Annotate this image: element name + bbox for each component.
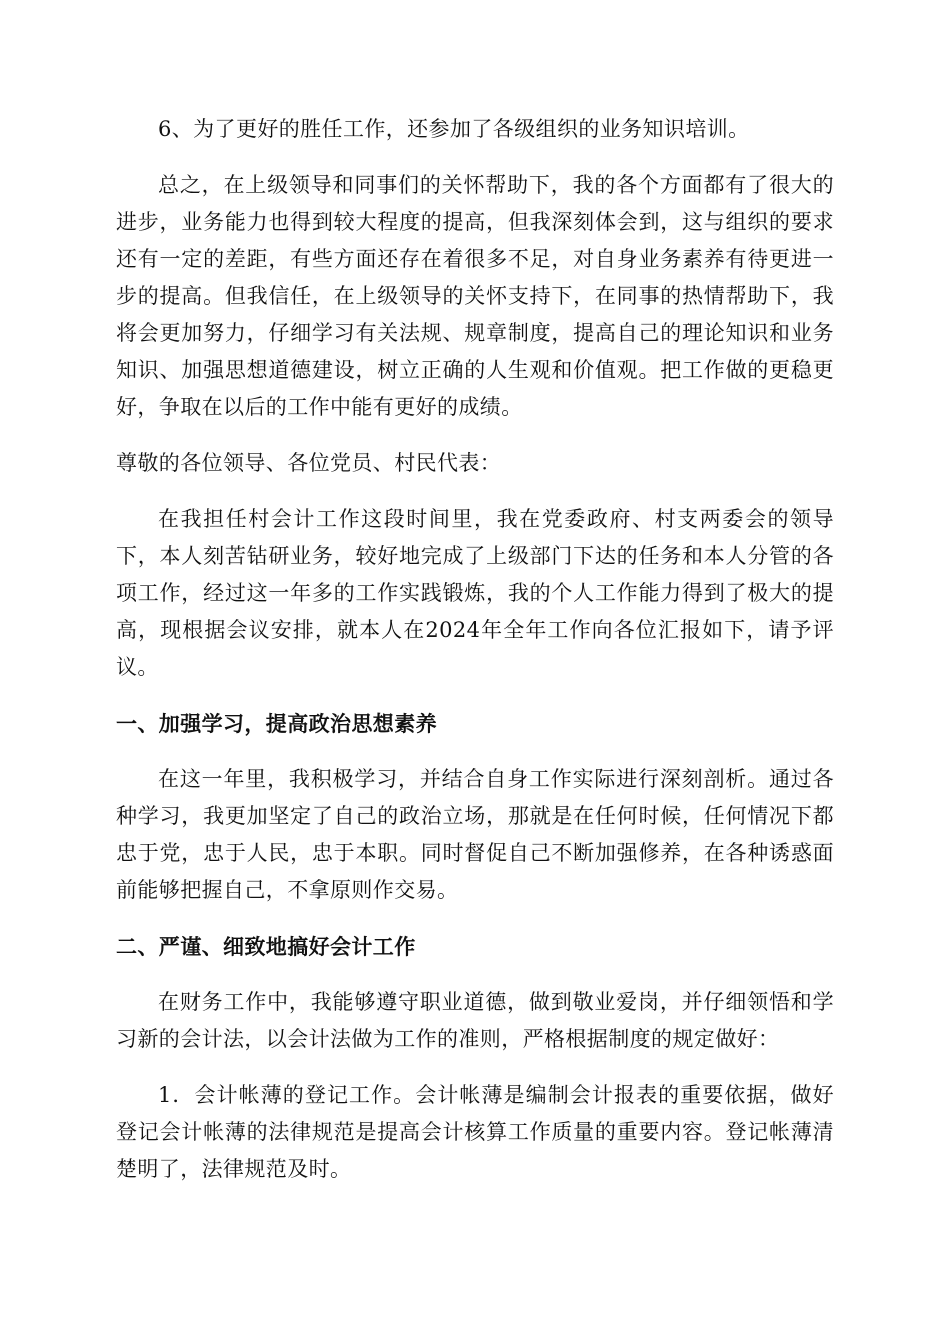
paragraph-intro: 在我担任村会计工作这段时间里，我在党委政府、村支两委会的领导下，本人刻苦钻研业务，较好地完成了上级部门下达的任务和本人分管的各项工作，经过这一年多的工作实践锻炼，我的个人工作能力得到了极大的提高，现根据会议安排，就本人在2024年全年工作向各位汇报如下，请予评议。 <box>116 507 834 679</box>
paragraph-training: 6、为了更好的胜任工作，还参加了各级组织的业务知识培训。 <box>158 117 750 141</box>
paragraph-salutation: 尊敬的各位领导、各位党员、村民代表： <box>116 451 502 475</box>
section-heading-accounting: 二、严谨、细致地搞好会计工作 <box>116 934 416 959</box>
paragraph-accounting: 在财务工作中，我能够遵守职业道德，做到敬业爱岗，并仔细领悟和学习新的会计法，以会计法做为工作的准则，严格根据制度的规定做好： <box>116 990 834 1051</box>
document-page <box>116 111 834 1188</box>
paragraph-study: 在这一年里，我积极学习，并结合自身工作实际进行深刻剖析。通过各种学习，我更加坚定了自己的政治立场，那就是在任何时候，任何情况下都忠于党，忠于人民，忠于本职。同时督促自己不断加强修养，在各种诱惑面前能够把握自己，不拿原则作交易。 <box>116 767 834 902</box>
section-heading-study: 一、加强学习，提高政治思想素养 <box>116 711 437 736</box>
paragraph-summary: 总之，在上级领导和同事们的关怀帮助下，我的各个方面都有了很大的进步，业务能力也得到较大程度的提高，但我深刻体会到，这与组织的要求还有一定的差距，有些方面还存在着很多不足，对自身业务素养有待更进一步的提高。但我信任，在上级领导的关怀支持下，在同事的热情帮助下，我将会更加努力，仔细学习有关法规、规章制度，提高自己的理论知识和业务知识、加强思想道德建设，树立正确的人生观和价值观。把工作做的更稳更好，争取在以后的工作中能有更好的成绩。 <box>116 173 834 419</box>
paragraph-ledger: 1．会计帐薄的登记工作。会计帐薄是编制会计报表的重要依据，做好登记会计帐薄的法律规范是提高会计核算工作质量的重要内容。登记帐薄清楚明了，法律规范及时。 <box>116 1083 834 1181</box>
